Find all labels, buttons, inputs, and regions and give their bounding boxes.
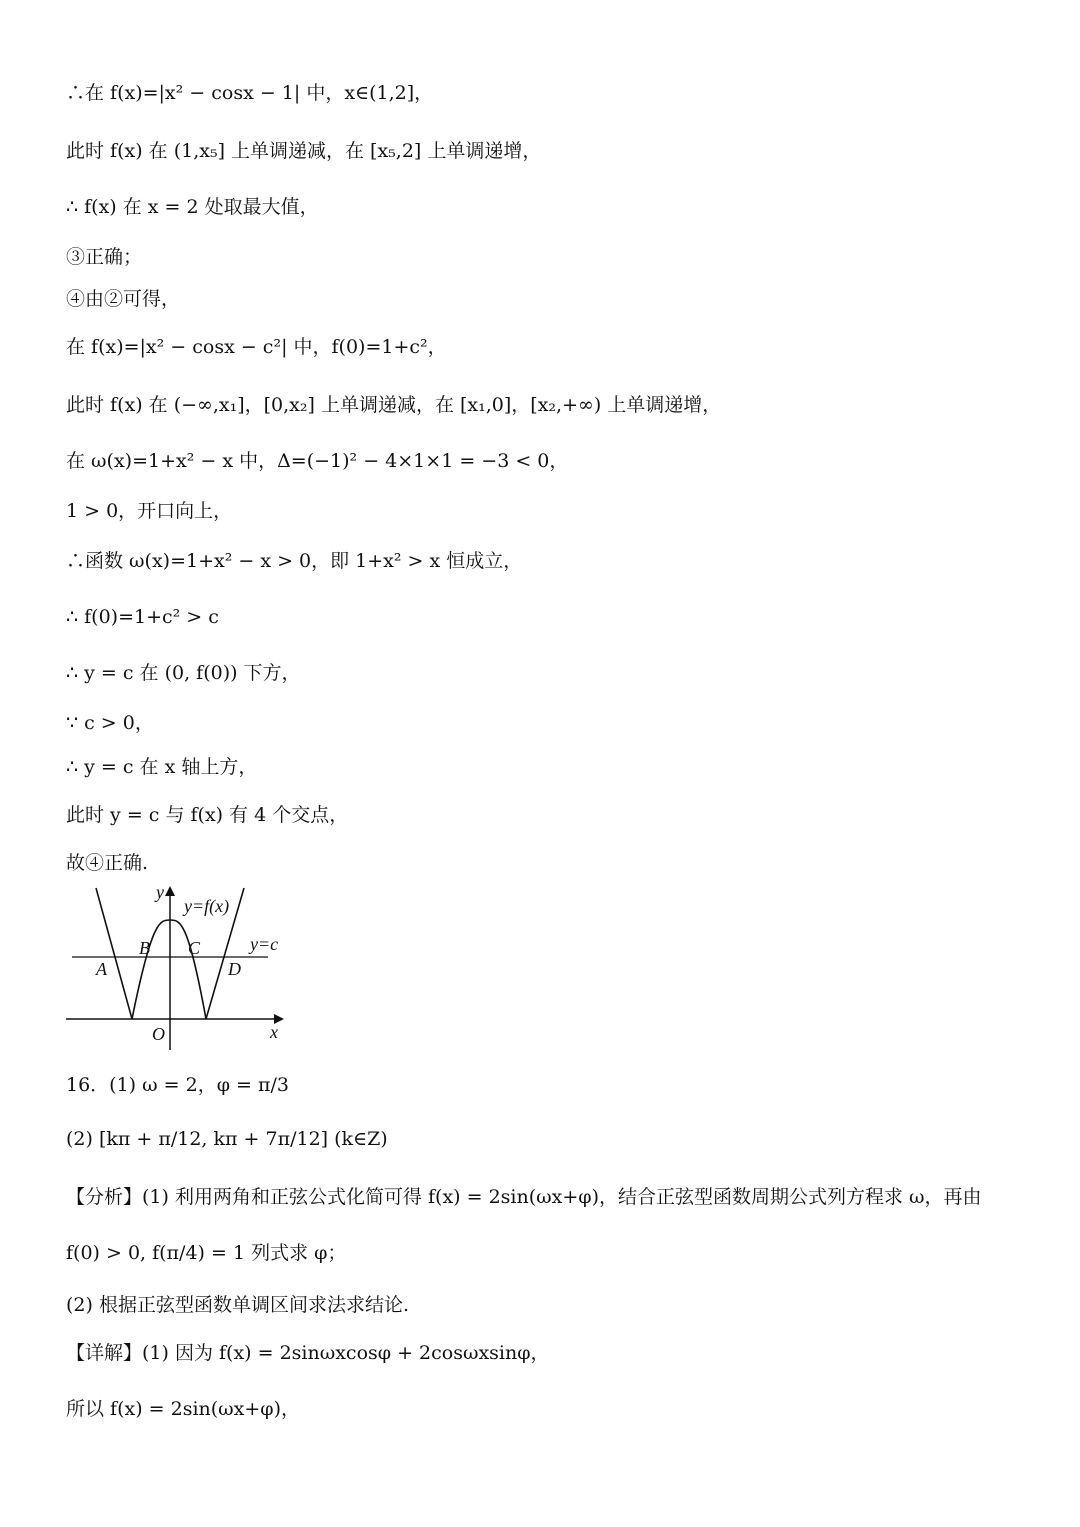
text-line-10: ∴函数 ω(x)=1+x² − x > 0，即 1+x² > x 恒成立， (66, 550, 523, 572)
analysis-line-1: 【分析】(1) 利用两角和正弦公式化简可得 f(x) = 2sin(ωx+φ)，结合正弦型函数周期公式列方程求 ω，再由 (66, 1186, 982, 1208)
point-d-label: D (228, 959, 241, 979)
text-line-5: ④由②可得， (66, 288, 181, 310)
detail-line-1: 【详解】(1) 因为 f(x) = 2sinωxcosφ + 2cosωxsinφ， (66, 1342, 550, 1364)
origin-label: O (152, 1024, 165, 1044)
text-line-16: 故④正确. (66, 852, 149, 874)
text-line-15: 此时 y = c 与 f(x) 有 4 个交点， (66, 804, 349, 826)
curve-left-branch (96, 888, 132, 1019)
analysis-line-2: f(0) > 0, f(π/4) = 1 列式求 φ； (66, 1242, 347, 1264)
answer-16-part-2: (2) [kπ + π/12, kπ + 7π/12] (k∈Z) (66, 1128, 388, 1150)
curve-label: y=f(x) (184, 896, 230, 916)
text-line-2: 此时 f(x) 在 (1,x₅] 上单调递减，在 [x₅,2] 上单调递增， (66, 140, 542, 162)
answer-16-part-1: 16．(1) ω = 2，φ = π/3 (66, 1074, 289, 1096)
x-axis-label: x (270, 1022, 278, 1042)
text-line-7: 此时 f(x) 在 (−∞,x₁]，[0,x₂] 上单调递减，在 [x₁,0]，[x₂,+∞) 上单调递增， (66, 394, 722, 416)
text-line-6: 在 f(x)=|x² − cosx − c²| 中，f(0)=1+c²， (66, 336, 447, 358)
text-line-11: ∴ f(0)=1+c² > c (66, 606, 219, 628)
point-a-label: A (96, 959, 107, 979)
point-b-label: B (139, 938, 150, 958)
line-label: y=c (250, 934, 279, 954)
curve-middle-hump (132, 920, 206, 1019)
y-axis-arrow (165, 886, 175, 896)
analysis-line-3: (2) 根据正弦型函数单调区间求法求结论. (66, 1294, 409, 1316)
function-graph (60, 880, 290, 1055)
text-line-13: ∵ c > 0， (66, 712, 154, 734)
text-line-14: ∴ y = c 在 x 轴上方， (66, 756, 258, 778)
y-axis-label: y (156, 882, 164, 902)
text-line-1: ∴在 f(x)=|x² − cosx − 1| 中，x∈(1,2]， (66, 82, 434, 104)
text-line-9: 1 > 0，开口向上， (66, 500, 233, 522)
text-line-4: ③正确； (66, 246, 143, 268)
point-c-label: C (188, 938, 201, 958)
text-line-8: 在 ω(x)=1+x² − x 中，Δ=(−1)² − 4×1×1 = −3 < 0， (66, 450, 569, 472)
detail-line-2: 所以 f(x) = 2sin(ωx+φ)， (66, 1398, 301, 1420)
text-line-3: ∴ f(x) 在 x = 2 处取最大值， (66, 196, 319, 218)
text-line-12: ∴ y = c 在 (0, f(0)) 下方， (66, 662, 301, 684)
